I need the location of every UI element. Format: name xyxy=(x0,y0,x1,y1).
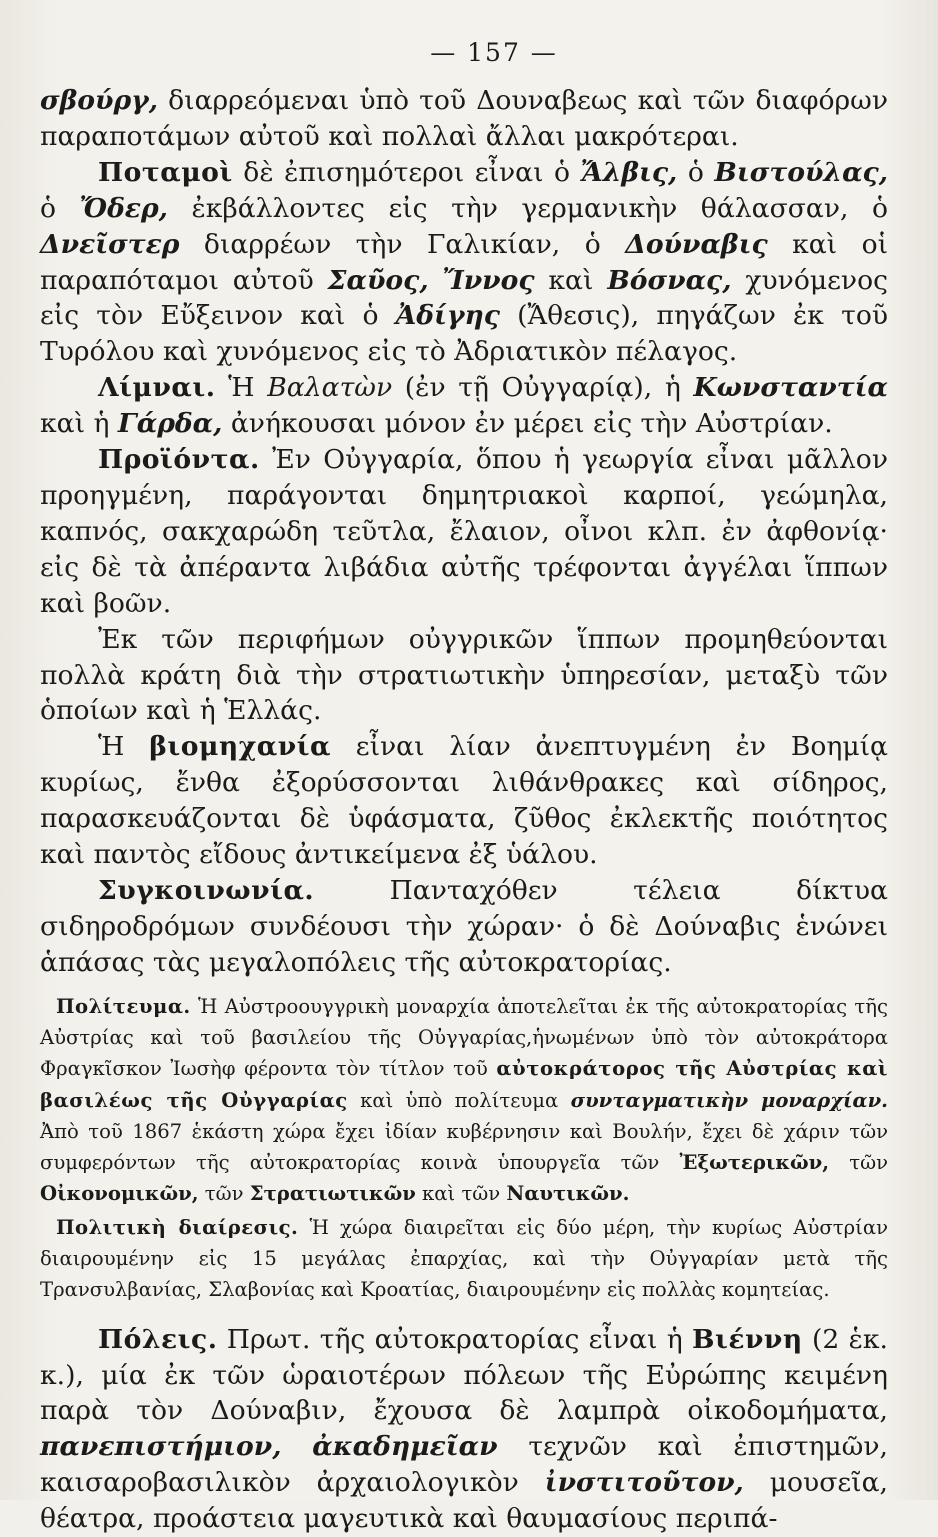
river-name: Ἴννος xyxy=(442,264,535,296)
body-text: τεχνῶν καὶ ἐπιστημῶν, καισαροβασιλικὸν ἀρχαιολογικὸν xyxy=(40,1431,888,1499)
paragraph-horses xyxy=(40,622,888,730)
institution-name: ἰνστιτοῦτον, xyxy=(544,1467,744,1499)
ministry-name: Ναυτικῶν. xyxy=(506,1182,630,1206)
institution-name: ἀκαδημεῖαν xyxy=(312,1431,498,1463)
page-number: — 157 — xyxy=(430,38,558,67)
body-text: χυνόμενος εἰς τὸν Εὔξεινον καὶ ὁ xyxy=(40,264,888,332)
institution-name: πανεπιστήμιον, xyxy=(40,1431,282,1463)
place-name: σβούργ, xyxy=(40,85,158,116)
body-text: (2 ἑκ. κ.), μία ἐκ τῶν ὡραιοτέρων πόλεων τῆς Εὐρώπης κειμένη παρὰ τὸν Δούναβιν, ἔχουσα δὲ λαμπρὰ οἰκοδομήματα, xyxy=(40,1323,888,1427)
body-text: Ἐν Οὐγγαρία, ὅπου ἡ γεωργία εἶναι μᾶλλον προηγμένη, παράγονται δημητριακοὶ καρποί, γεώμηλα, καπνός, σακχαρώδη τεῦτλα, ἔλαιον, οἶνοι κλπ. ἐν ἀφθονίᾳ· εἰς δὲ τὰ ἀπέραντα λιβάδια αὐτῆς τρέφονται ἀγγέλαι ἵππων καὶ βοῶν. xyxy=(40,444,888,619)
city-name: Βιέννη xyxy=(691,1323,803,1355)
paragraph-cities xyxy=(40,1322,888,1537)
body-text: καὶ ἡ xyxy=(40,408,118,440)
body-text: Ἐκ τῶν περιφήμων οὐγγρικῶν ἵππων προμηθεύονται πολλὰ κράτη διὰ τὴν στρατιωτικὴν ὑπηρεσίαν, μεταξὺ τῶν ὁποίων καὶ ἡ Ἑλλάς. xyxy=(40,623,888,727)
paragraph-industry xyxy=(40,729,888,873)
body-text: τῶν xyxy=(829,1151,888,1175)
river-name: Βιστούλας, xyxy=(714,156,888,188)
body-text: διαρρεόμεναι ὑπὸ τοῦ Δουναβεως καὶ τῶν διαφόρων παραποτάμων αὐτοῦ καὶ πολλαὶ ἄλλαι μακρότεραι. xyxy=(40,85,888,152)
body-text: τῶν xyxy=(198,1182,250,1206)
river-name: Ὄδερ, xyxy=(79,192,168,224)
body-text: καὶ xyxy=(534,264,608,296)
river-name: Δούναβις xyxy=(625,228,768,260)
body-text: Ἡ xyxy=(98,731,150,763)
paragraph-products xyxy=(40,442,888,622)
body-text: καὶ τῶν xyxy=(415,1182,507,1206)
section-heading-cities: Πόλεις. xyxy=(98,1323,218,1355)
paragraph-continuation xyxy=(40,83,888,155)
river-name: Βόσνας, xyxy=(607,264,732,296)
body-text: ὁ xyxy=(40,192,80,224)
paragraph-political-division xyxy=(40,1212,888,1306)
ministry-name: Οἰκονομικῶν, xyxy=(40,1182,199,1206)
body-text: (Ἄθεσις), πηγάζων ἐκ τοῦ Τυρόλου καὶ χυνόμενος εἰς τὸ Ἀδριατικὸν πέλαγος. xyxy=(40,300,888,368)
section-heading-industry: βιομηχανία xyxy=(149,731,331,763)
body-text: Ἡ xyxy=(215,372,268,404)
ministry-name: Στρατιωτικῶν xyxy=(249,1182,416,1206)
body-text: διαρρέων τὴν Γαλικίαν, ὁ xyxy=(179,228,626,260)
body-text: δὲ ἐπισημότεροι εἶναι ὁ xyxy=(232,156,581,188)
body-text: Ἡ χώρα διαιρεῖται εἰς δύο μέρη, τὴν κυρίως Αὐστρίαν διαιρουμένην εἰς 15 μεγάλας ἐπαρχίας, καὶ τὴν Οὐγγαρίαν μετὰ τῆς Τρανσυλβανίας, Σλαβονίας καὶ Κροατίας, διαιρουμένην εἰς πολλὰς κομητείας. xyxy=(40,1215,888,1302)
body-text: μουσεῖα, θέατρα, προάστεια μαγευτικὰ καὶ θαυμασίους περιπά- xyxy=(40,1467,888,1535)
body-text: εἶναι λίαν ἀνεπτυγμένη ἐν Βοημίᾳ κυρίως, ἔνθα ἐξορύσσονται λιθάνθρακες καὶ σίδηρος, παρασκευάζονται δὲ ὑφάσματα, ζῦθος ἐκλεκτῆς ποιότητος καὶ παντὸς εἴδους ἀντικείμενα ἐξ ὑάλου. xyxy=(40,731,889,871)
body-text: Πρωτ. τῆς αὐτοκρατορίας εἶναι ἡ xyxy=(217,1323,692,1355)
body-text: Ἡ Αὐστροουγγρικὴ μοναρχία ἀποτελεῖται ἐκ τῆς αὐτοκρατορίας τῆς Αὐστρίας καὶ τοῦ βασιλείου τῆς Οὐγγαρίας,ἡνωμένων ὑπὸ τὸν αὐτοκράτορα Φραγκῖσκον Ἰωσὴφ φέροντα τὸν τίτλον τοῦ xyxy=(40,994,888,1081)
regime-name: συνταγματικὴν μοναρχίαν. xyxy=(570,1088,888,1112)
lake-name: Γάρδα, xyxy=(117,408,223,440)
body-text: καὶ ὑπὸ πολίτευμα xyxy=(347,1088,571,1112)
section-heading-communication: Συγκοινωνία. xyxy=(98,874,315,906)
section-heading-rivers: Ποταμοὶ xyxy=(98,156,233,188)
paragraph-government xyxy=(40,991,888,1210)
body-text: Πανταχόθεν τέλεια δίκτυα σιδηροδρόμων συνδέουσι τὴν χώραν· ὁ δὲ Δούναβις ἑνώνει ἁπάσας τὰς μεγαλοπόλεις τῆς αὐτοκρατορίας. xyxy=(40,874,888,978)
section-heading-government: Πολίτευμα. xyxy=(56,994,191,1018)
body-text: (ἐν τῇ Οὐγγαρίᾳ), ἡ xyxy=(392,372,694,404)
body-text: ἐκβάλλοντες εἰς τὴν γερμανικὴν θάλασσαν, ὁ xyxy=(167,192,889,224)
river-name: Σαῦος, xyxy=(327,264,429,296)
river-name: Ἄλβις, xyxy=(580,156,678,188)
river-name: Ἀδίγης xyxy=(395,300,500,332)
body-text: καὶ οἱ παραπόταμοι αὐτοῦ xyxy=(40,228,889,296)
section-heading-products: Προϊόντα. xyxy=(98,444,260,476)
body-text: ἀνήκουσαι μόνον ἐν μέρει εἰς τὴν Αὐστρίαν. xyxy=(222,408,833,440)
body-text: Ἀπὸ τοῦ 1867 ἑκάστη χώρα ἔχει ἰδίαν κυβέρνησιν καὶ Βουλήν, ἔχει δὲ χάριν τῶν συμφερόντων τῆς αὐτοκρατορίας κοινὰ ὑπουργεῖα τῶν xyxy=(40,1119,888,1175)
body-text xyxy=(282,1431,313,1462)
body-text: ὁ xyxy=(677,156,715,188)
river-name: Δνεῖστερ xyxy=(40,228,180,260)
section-heading-lakes: Λίμναι. xyxy=(98,372,216,404)
paragraph-rivers xyxy=(40,155,888,370)
ministry-name: Ἐξωτερικῶν, xyxy=(679,1151,830,1175)
section-heading-political-division: Πολιτικὴ διαίρεσις. xyxy=(56,1215,299,1239)
body-text xyxy=(429,265,443,296)
lake-name: Κωνσταντία xyxy=(693,372,888,404)
lake-name: Βαλατὼν xyxy=(267,372,393,404)
paragraph-communication xyxy=(40,873,888,981)
royal-title: αὐτοκράτορος τῆς Αὐστρίας καὶ βασιλέως τῆς Οὐγγαρίας xyxy=(40,1057,888,1112)
paragraph-lakes xyxy=(40,370,888,442)
